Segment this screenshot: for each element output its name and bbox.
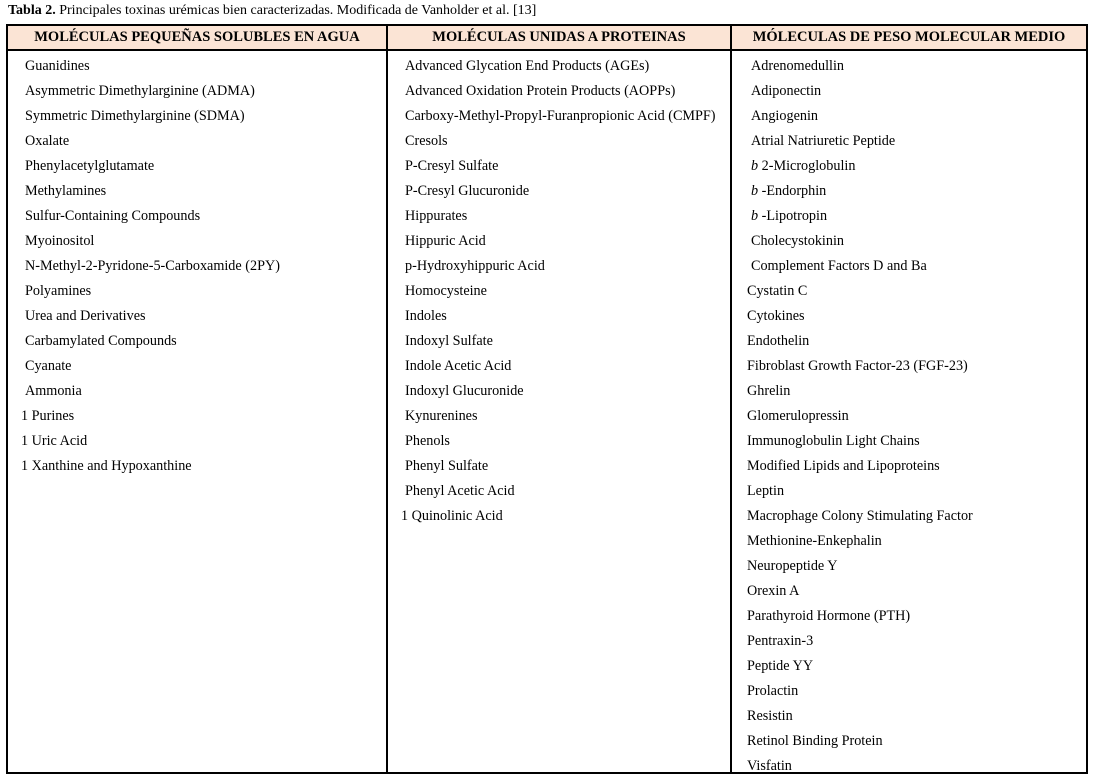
list-item: Cholecystokinin	[751, 233, 845, 249]
list-item: Carboxy-Methyl-Propyl-Furanpropionic Acid (CMPF)	[405, 108, 716, 124]
list-item: Advanced Glycation End Products (AGEs)	[405, 58, 650, 74]
list-item: Visfatin	[747, 758, 792, 774]
list-item: Parathyroid Hormone (PTH)	[747, 608, 911, 624]
table-caption-label: Tabla 2.	[8, 3, 56, 18]
list-item: Indoxyl Sulfate	[405, 333, 493, 349]
table-caption-text: Principales toxinas urémicas bien caracterizadas. Modificada de Vanholder et al. [13]	[55, 3, 537, 18]
column-small-water-soluble	[8, 26, 388, 772]
list-item: Peptide YY	[747, 658, 814, 674]
list-item: Urea and Derivatives	[25, 308, 146, 324]
list-item: Oxalate	[25, 133, 70, 149]
list-item: N-Methyl-2-Pyridone-5-Carboxamide (2PY)	[25, 258, 280, 274]
list-item: Phenyl Acetic Acid	[405, 483, 515, 499]
list-item: Neuropeptide Y	[747, 558, 838, 574]
list-item: 1 Xanthine and Hypoxanthine	[21, 458, 192, 474]
list-item: Hippurates	[405, 208, 468, 224]
toxins-table	[6, 24, 1088, 774]
list-item: Atrial Natriuretic Peptide	[751, 133, 896, 149]
list-item: Hippuric Acid	[405, 233, 486, 249]
list-item: b -Endorphin	[751, 183, 827, 199]
list-item: Guanidines	[25, 58, 90, 74]
list-item: Symmetric Dimethylarginine (SDMA)	[25, 108, 245, 124]
list-item: Immunoglobulin Light Chains	[747, 433, 920, 449]
list-item: Phenylacetylglutamate	[25, 158, 155, 174]
list-item: Orexin A	[747, 583, 800, 599]
list-item: Modified Lipids and Lipoproteins	[747, 458, 940, 474]
list-item: Homocysteine	[405, 283, 487, 299]
list-item: Retinol Binding Protein	[747, 733, 883, 749]
list-item: Asymmetric Dimethylarginine (ADMA)	[25, 83, 255, 99]
list-item: Resistin	[747, 708, 793, 724]
list-item: Pentraxin-3	[747, 633, 814, 649]
list-item: Cyanate	[25, 358, 72, 374]
list-item: b -Lipotropin	[751, 208, 828, 224]
list-item: Ammonia	[25, 383, 82, 399]
list-item: Cytokines	[747, 308, 805, 324]
list-item: Adrenomedullin	[751, 58, 844, 74]
table-caption	[8, 2, 536, 20]
list-item: Indoxyl Glucuronide	[405, 383, 524, 399]
list-item: Endothelin	[747, 333, 810, 349]
list-item: Indoles	[405, 308, 447, 324]
list-item: P-Cresyl Glucuronide	[405, 183, 530, 199]
list-item: Glomerulopressin	[747, 408, 849, 424]
list-item: Carbamylated Compounds	[25, 333, 177, 349]
list-item: Ghrelin	[747, 383, 791, 399]
list-item: Leptin	[747, 483, 785, 499]
list-protein-bound	[388, 51, 730, 529]
list-item: Angiogenin	[751, 108, 818, 124]
column-header-small-water-soluble: MOLÉCULAS PEQUEÑAS SOLUBLES EN AGUA	[8, 26, 386, 51]
list-item: 1 Uric Acid	[21, 433, 88, 449]
list-item: Adiponectin	[751, 83, 822, 99]
column-protein-bound	[388, 26, 732, 772]
list-item: 1 Purines	[21, 408, 75, 424]
column-header-middle-molecules: MÓLECULAS DE PESO MOLECULAR MEDIO	[732, 26, 1086, 51]
list-item: Polyamines	[25, 283, 92, 299]
list-item: Cystatin C	[747, 283, 808, 299]
list-item: P-Cresyl Sulfate	[405, 158, 499, 174]
list-item: Phenyl Sulfate	[405, 458, 489, 474]
list-item: Myoinositol	[25, 233, 95, 249]
column-middle-molecules	[732, 26, 1086, 772]
list-item: Fibroblast Growth Factor-23 (FGF-23)	[747, 358, 968, 374]
list-middle-molecules	[732, 51, 1086, 779]
list-item: Methylamines	[25, 183, 107, 199]
list-item: Phenols	[405, 433, 450, 449]
list-item: 1 Quinolinic Acid	[401, 508, 503, 524]
list-item: Methionine-Enkephalin	[747, 533, 882, 549]
list-item: Indole Acetic Acid	[405, 358, 512, 374]
column-header-protein-bound: MOLÉCULAS UNIDAS A PROTEINAS	[388, 26, 730, 51]
list-item: Prolactin	[747, 683, 799, 699]
list-item: Cresols	[405, 133, 448, 149]
list-small-water-soluble	[8, 51, 386, 479]
list-item: Sulfur-Containing Compounds	[25, 208, 201, 224]
list-item: Macrophage Colony Stimulating Factor	[747, 508, 973, 524]
list-item: Advanced Oxidation Protein Products (AOPPs)	[405, 83, 676, 99]
list-item: Complement Factors D and Ba	[751, 258, 927, 274]
list-item: Kynurenines	[405, 408, 478, 424]
list-item: b 2-Microglobulin	[751, 158, 856, 174]
list-item: p-Hydroxyhippuric Acid	[405, 258, 545, 274]
